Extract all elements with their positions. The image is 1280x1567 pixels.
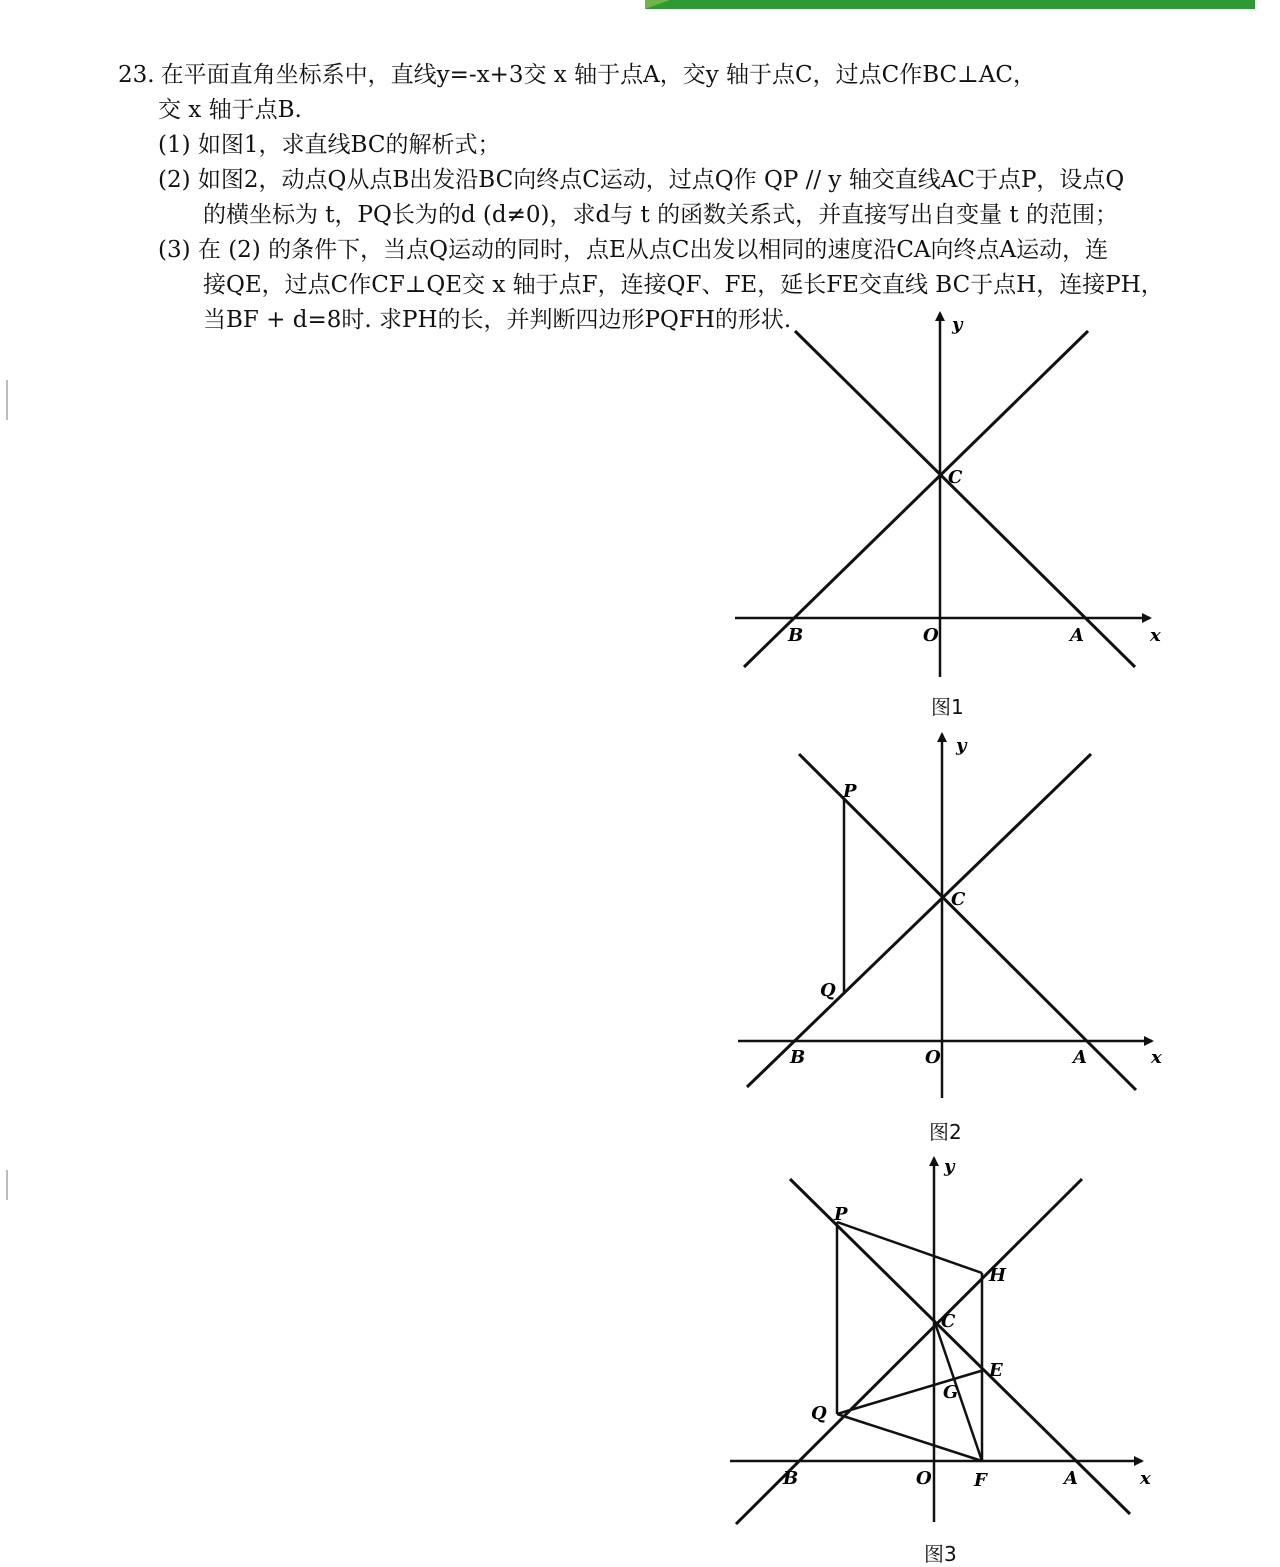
label-a: A	[1073, 1047, 1087, 1068]
header-color-band	[645, 0, 1255, 9]
line-bc	[747, 754, 1091, 1087]
label-b: B	[790, 1047, 806, 1068]
part-2-line-2: 的横坐标为 t，PQ长为的d (d≠0)，求d与 t 的函数关系式，并直接写出自变量 t 的范围；	[203, 202, 1118, 228]
binding-mark	[6, 380, 8, 420]
part-1: (1) 如图1，求直线BC的解析式；	[158, 132, 501, 158]
label-q: Q	[811, 1403, 827, 1424]
figure-3	[722, 1152, 1162, 1532]
part-3-line-3: 当BF + d=8时. 求PH的长，并判断四边形PQFH的形状.	[203, 307, 792, 333]
label-g: G	[943, 1382, 959, 1403]
segment-qe	[837, 1370, 984, 1414]
label-c: C	[951, 889, 966, 910]
y-axis-label: y	[944, 1156, 955, 1177]
label-f: F	[974, 1470, 987, 1491]
y-axis-label: y	[952, 314, 963, 335]
x-axis-label: x	[1150, 625, 1161, 646]
x-axis-label: x	[1140, 1468, 1151, 1489]
problem-23	[118, 58, 1218, 338]
part-3-line-2: 接QE，过点C作CF⊥QE交 x 轴于点F，连接QF、FE，延长FE交直线 BC于点H，连接PH，	[203, 272, 1164, 298]
label-c: C	[948, 467, 963, 488]
figure-1-diagram	[730, 305, 1170, 680]
figure-1	[730, 305, 1170, 680]
line-ac	[790, 1179, 1130, 1514]
label-o: O	[916, 1468, 932, 1489]
label-b: B	[788, 625, 804, 646]
header-band-accent	[645, 0, 670, 9]
figure-2-diagram	[730, 730, 1170, 1100]
label-a: A	[1064, 1468, 1078, 1489]
line-ac	[799, 754, 1136, 1090]
line-ac	[795, 331, 1135, 667]
problem-stem-line-1	[118, 58, 1218, 93]
label-b: B	[783, 1468, 799, 1489]
figure-1-caption: 图1	[931, 695, 964, 719]
label-p: P	[843, 781, 857, 802]
problem-stem-line-2: 交 x 轴于点B.	[158, 97, 302, 123]
figure-2	[730, 730, 1170, 1100]
part-2-line-1: (2) 如图2，动点Q从点B出发沿BC向终点C运动，过点Q作 QP // y 轴交直线AC于点P，设点Q	[158, 167, 1125, 193]
part-3-line-1: (3) 在 (2) 的条件下，当点Q运动的同时，点E从点C出发以相同的速度沿CA向终点A运动，连	[158, 237, 1109, 263]
label-e: E	[989, 1360, 1003, 1381]
label-h: H	[989, 1265, 1007, 1286]
label-a: A	[1070, 625, 1084, 646]
problem-number: 23.	[118, 62, 155, 88]
label-o: O	[925, 1047, 941, 1068]
y-axis-label: y	[956, 735, 967, 756]
label-q: Q	[820, 980, 836, 1001]
problem-stem-text: 在平面直角坐标系中，直线y=-x+3交 x 轴于点A，交y 轴于点C，过点C作BC⊥AC，	[160, 62, 1036, 88]
figure-3-diagram	[722, 1152, 1162, 1532]
binding-mark	[6, 1170, 8, 1200]
label-p: P	[834, 1204, 848, 1225]
figure-3-caption: 图3	[924, 1542, 957, 1566]
label-o: O	[923, 625, 939, 646]
figure-2-caption: 图2	[929, 1120, 962, 1144]
label-c: C	[941, 1311, 956, 1332]
segment-qf	[837, 1414, 982, 1461]
line-bc	[744, 331, 1088, 667]
x-axis-label: x	[1151, 1047, 1162, 1068]
